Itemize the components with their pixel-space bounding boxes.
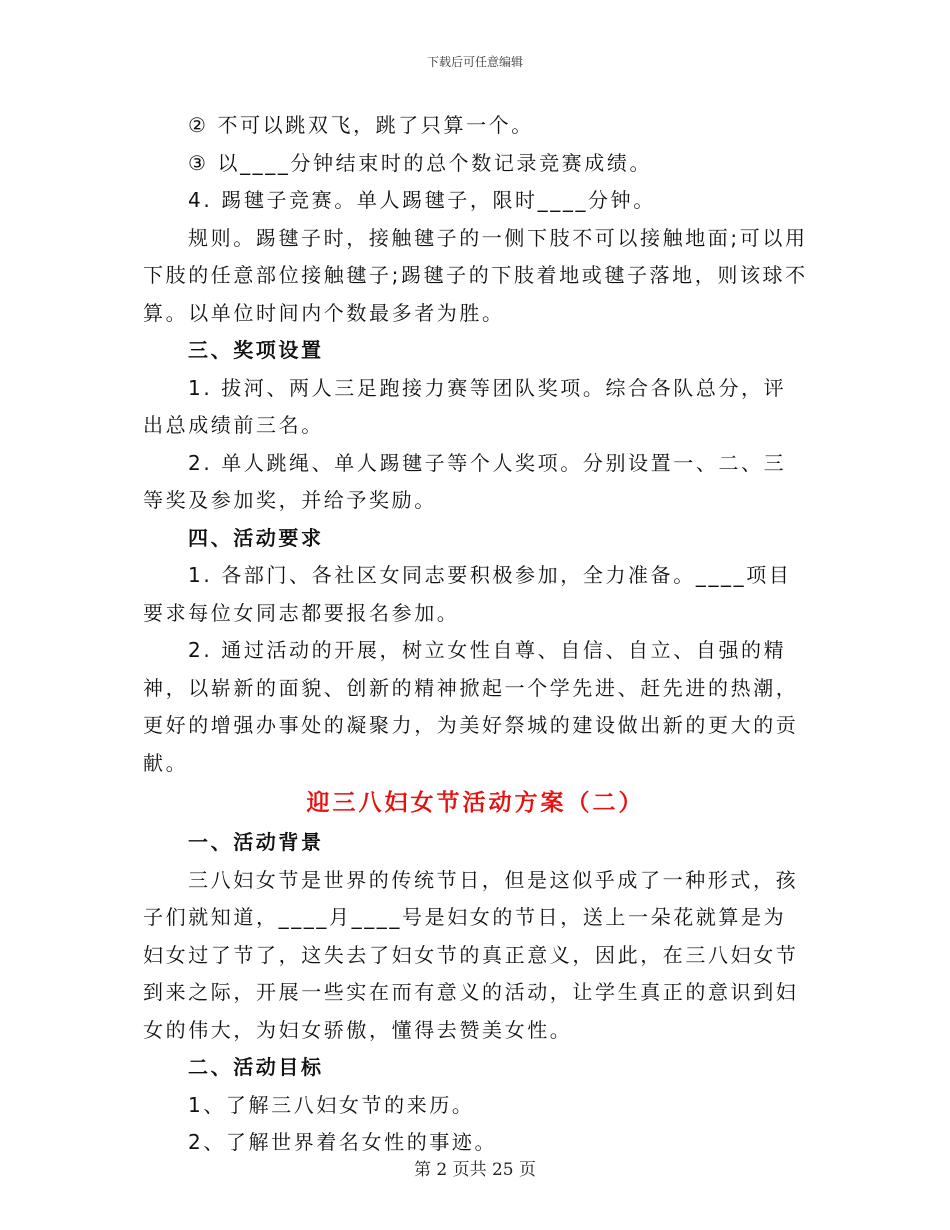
paragraph: 1. 拔河、两人三足跑接力赛等团队奖项。综合各队总分，评出总成绩前三名。 — [143, 375, 787, 437]
paragraph: 2. 单人跳绳、单人踢毽子等个人奖项。分别设置一、二、三等奖及参加奖，并给予奖励。 — [143, 450, 787, 512]
section-heading: 三、奖项设置 — [188, 338, 324, 362]
paragraph: 2. 通过活动的开展，树立女性自尊、自信、自立、自强的精神，以崭新的面貌、创新的精神掀起一个学先进、赶先进的热潮，更好的增强办事处的凝聚力，为美好祭城的建设做出新的更大的贡献。 — [143, 638, 799, 775]
paragraph: 1. 各部门、各社区女同志要积极参加，全力准备。____项目要求每位女同志都要报名参加。 — [143, 563, 792, 625]
paragraph: 规则。踢毽子时，接触毽子的一侧下肢不可以接触地面;可以用下肢的任意部位接触毽子;踢毽子的下肢着地或毽子落地，则该球不算。以单位时间内个数最多者为胜。 — [143, 225, 808, 325]
page-header: 下载后可任意编辑 — [426, 55, 523, 69]
document-title: 迎三八妇女节活动方案（二） — [306, 790, 645, 816]
page-footer: 第 2 页共 25 页 — [413, 1160, 537, 1180]
section-heading: 一、活动背景 — [188, 830, 324, 854]
section-heading: 四、活动要求 — [188, 525, 324, 550]
paragraph: 4. 踢毽子竞赛。单人踢毽子，限时____分钟。 — [188, 188, 656, 212]
paragraph: ③ 以____分钟结束时的总个数记录竞赛成绩。 — [188, 150, 653, 175]
document-body — [143, 107, 808, 1162]
paragraph: ② 不可以跳双飞，跳了只算一个。 — [188, 113, 534, 137]
section-heading: 二、活动目标 — [188, 1055, 324, 1079]
paragraph: 三八妇女节是世界的传统节日，但是这似乎成了一种形式，孩子们就知道，____月____号是妇女的节日，送上一朵花就算是为妇女过了节了，这失去了妇女节的真正意义，因此，在三八妇女节到来之际，开展一些实在而有意义的活动，让学生真正的意识到妇女的伟大，为妇女骄傲，懂得去赞美女性。 — [143, 867, 799, 1042]
paragraph: 1、了解三八妇女节的来历。 — [188, 1092, 475, 1117]
paragraph: 2、了解世界着名女性的事迹。 — [188, 1130, 498, 1154]
